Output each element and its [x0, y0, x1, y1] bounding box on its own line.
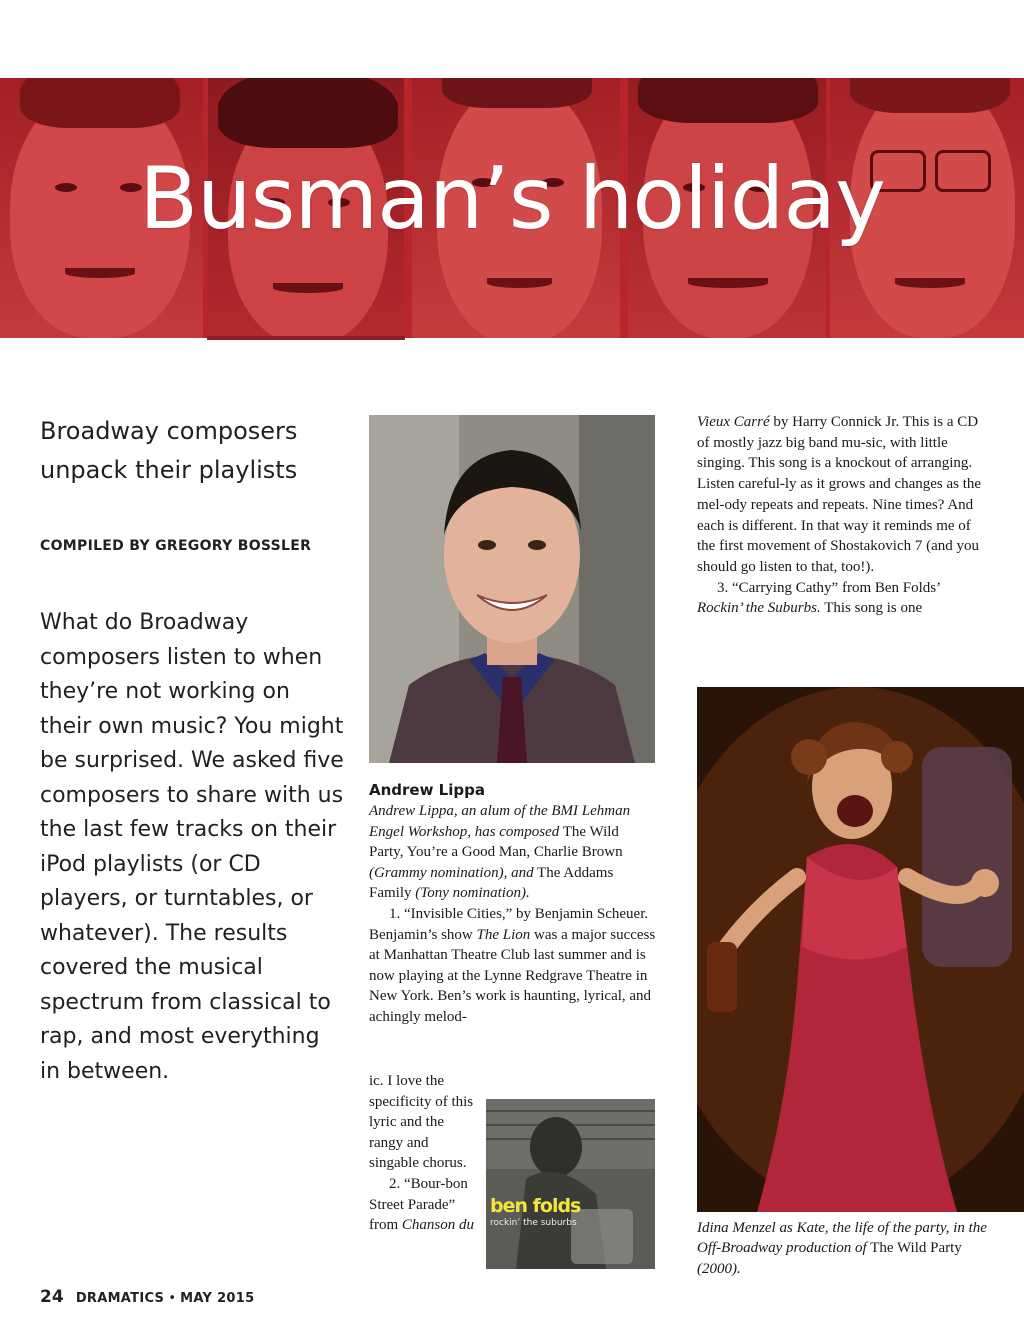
page-number: 24 — [40, 1287, 64, 1307]
item-text: 1. “Invisible Cities,” by Benjamin Scheuer. Benjamin’s show — [369, 905, 649, 943]
idina-menzel-photo — [697, 687, 1024, 1212]
magazine-name: DRAMATICS — [75, 1291, 165, 1306]
playlist-item-2-cont — [697, 412, 987, 578]
lippa-entry-wrap — [369, 1071, 477, 1236]
bio-text: Andrew Lippa, an alum of the BMI Lehman Engel Workshop, has composed — [369, 803, 631, 840]
issue-date: MAY 2015 — [180, 1291, 255, 1306]
playlist-item-3 — [697, 578, 987, 619]
caption-text: Idina Menzel as Kate, the life of the party, in the Off-Broadway production of — [697, 1220, 987, 1257]
stage-illustration — [697, 687, 1024, 1212]
right-column-text — [697, 412, 987, 619]
article-title: Busman’s holiday — [139, 149, 885, 249]
header-banner — [0, 78, 1024, 338]
playlist-item-1 — [369, 904, 656, 1028]
album-art — [486, 1099, 655, 1269]
composer-bio — [369, 801, 656, 904]
item-text: by Harry Connick Jr. This is a CD of mostly jazz big band mu-sic, with little singing. This song is a knockout of arranging. Listen careful-ly as it grows and changes as the mel-ody repeats and repeats. Nine times? And each is different. In that way it reminds me of the first movement of Shostakovich 7 (and you should go listen to that, too!). — [697, 414, 982, 575]
composer-name: Andrew Lippa — [369, 781, 485, 799]
album-title: Chanson du — [401, 1217, 475, 1234]
playlist-item-1-cont: ic. I love the specificity of this lyric and the rangy and singable chorus. — [369, 1073, 474, 1172]
bio-works: The Wild Party, You’re a Good Man, Charlie Brown — [369, 823, 623, 861]
show-title: The Lion — [476, 926, 531, 943]
byline: COMPILED BY GREGORY BOSSLER — [40, 538, 312, 554]
bio-text: (Grammy nomination), and — [369, 864, 534, 881]
andrew-lippa-photo — [369, 415, 655, 763]
item-text: 2. “Bour-bon Street Parade” from — [369, 1175, 468, 1234]
album-title: Rockin’ the Suburbs. — [697, 600, 821, 617]
album-title: Vieux Carré — [697, 414, 770, 430]
page-footer — [40, 1287, 254, 1307]
bio-text: (Tony nomination). — [415, 885, 530, 902]
item-text: 3. “Carrying Cathy” from Ben Folds’ — [717, 579, 941, 596]
intro-paragraph: What do Broadway composers listen to when they’re not working on their own music? You might be surprised. We asked five composers to share with us the last few tracks on their iPod playlists (or CD players, or turntables, or whatever). The results covered the musical spectrum from classical to rap, and most everything in between. — [40, 610, 344, 1084]
item-text: This song is one — [820, 600, 923, 617]
banner-accent-rule — [207, 336, 405, 340]
article-deck: Broadway composers unpack their playlists — [40, 417, 298, 484]
playlist-item-2 — [369, 1174, 477, 1236]
portrait-illustration — [369, 415, 655, 763]
album-name: rockin’ the suburbs — [490, 1218, 577, 1228]
lippa-entry — [369, 780, 656, 1028]
ben-folds-album-cover — [486, 1099, 655, 1269]
caption-work: The Wild Party — [866, 1240, 962, 1257]
item-text: was a major success at Manhattan Theatre Club last summer and is now playing at the Lynne Redgrave Theatre in New York. Ben’s work is haunting, lyrical, and achingly melod- — [369, 926, 656, 1025]
album-artist: ben folds — [490, 1195, 581, 1217]
footer-bullet: • — [168, 1291, 177, 1306]
bio-works: The Addams Family — [369, 864, 614, 902]
photo-caption — [697, 1218, 997, 1279]
caption-text: (2000). — [697, 1260, 741, 1277]
